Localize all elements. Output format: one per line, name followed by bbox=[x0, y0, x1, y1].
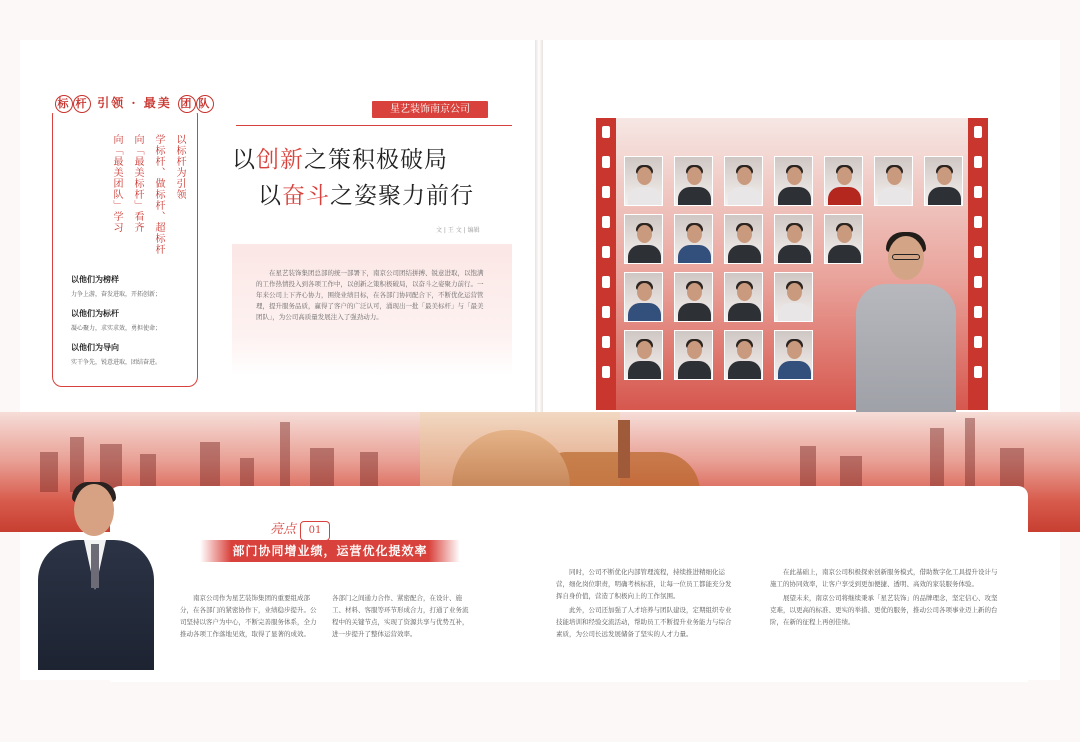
slogan-columns bbox=[109, 134, 187, 264]
tag-char-ring: 标 bbox=[55, 95, 73, 113]
team-portrait bbox=[674, 156, 713, 206]
team-portrait bbox=[724, 330, 763, 380]
building-shape bbox=[280, 422, 290, 492]
film-hole bbox=[974, 216, 982, 228]
film-hole bbox=[602, 246, 610, 258]
slogan: 学标杆、做标杆、超标杆 bbox=[153, 134, 164, 255]
section-title: 部门协同增业绩，运营优化提效率 bbox=[200, 540, 460, 562]
tag-char-ring: 杆 bbox=[73, 95, 91, 113]
film-hole bbox=[974, 306, 982, 318]
team-portrait bbox=[624, 272, 663, 322]
company-badge: 星艺装饰南京公司 bbox=[372, 101, 488, 118]
point-body: 实干争先，锐意进取，团结奋进。 bbox=[71, 359, 162, 366]
film-hole bbox=[974, 126, 982, 138]
team-portrait bbox=[774, 272, 813, 322]
team-portrait bbox=[724, 156, 763, 206]
team-portrait bbox=[674, 330, 713, 380]
article-paragraph: 展望未来，南京公司将继续秉承「星艺装饰」的品牌理念，坚定信心、攻坚克难，以更高的标准、更实的举措、更优的服务，推动公司各项事业迈上新的台阶，在新的征程上再创佳绩。 bbox=[770, 594, 998, 626]
benchmark-sidebar bbox=[52, 96, 212, 387]
building-shape bbox=[930, 428, 944, 492]
point-title: 以他们为导向 bbox=[71, 343, 119, 352]
manager-portrait bbox=[34, 484, 158, 670]
article-paragraph: 同时，公司不断优化内部管理流程，持续推进精细化运营，细化岗位职责，明确考核标准，让每一位员工都能充分发挥自身价值，营造了积极向上的工作氛围。 bbox=[556, 568, 732, 600]
article-column-3 bbox=[556, 566, 732, 642]
badge-divider bbox=[236, 125, 512, 126]
headline-text: 之姿聚力前行 bbox=[330, 183, 474, 209]
headline-text: 之策积极破局 bbox=[304, 147, 448, 173]
article-column-4 bbox=[770, 566, 1000, 630]
highlight-word: 亮点 bbox=[270, 522, 297, 537]
team-portrait bbox=[624, 330, 663, 380]
slogan: 向「最美标杆」看齐 bbox=[132, 134, 143, 233]
building-shape bbox=[965, 418, 975, 492]
team-portrait bbox=[674, 214, 713, 264]
intro-paragraph: 在星艺装饰集团总部的统一部署下，南京公司团结拼搏、锐意进取，以饱满的工作热情投入到各项工作中，以创新之策积极破局，以奋斗之姿聚力前行。一年来公司上下齐心协力，围绕业绩目标，在各部门协同配合下，不断优化运营管理，提升服务品质，赢得了客户的广泛认可，涌现出一批「最美标杆」与「最美团队」，为公司高质量发展注入了强劲动力。 bbox=[256, 269, 484, 321]
team-portrait bbox=[924, 156, 963, 206]
point-title: 以他们为标杆 bbox=[71, 309, 119, 318]
tag-char-ring: 队 bbox=[196, 95, 214, 113]
team-portrait bbox=[624, 156, 663, 206]
film-edge-right bbox=[968, 118, 988, 410]
film-hole bbox=[602, 156, 610, 168]
highlight-number: 01 bbox=[300, 521, 330, 541]
leader-portrait bbox=[852, 236, 958, 412]
film-hole bbox=[974, 366, 982, 378]
film-hole bbox=[602, 276, 610, 288]
highlight-label bbox=[270, 518, 330, 541]
film-hole bbox=[974, 156, 982, 168]
point-body: 力争上游，奋发进取，开拓创新； bbox=[71, 291, 162, 298]
headline-line-2 bbox=[258, 177, 474, 210]
sidebar-points bbox=[71, 264, 191, 366]
slogan: 以标杆为引领 bbox=[174, 134, 185, 200]
article-paragraph: 此外，公司还加强了人才培养与团队建设，定期组织专业技能培训和经验交流活动，帮助员工不断提升业务能力与综合素质，为公司长远发展储备了坚实的人才力量。 bbox=[556, 606, 732, 638]
headline-text: 以 bbox=[258, 183, 282, 209]
article-column-2 bbox=[332, 592, 472, 642]
headline-text: 以 bbox=[232, 147, 256, 173]
film-hole bbox=[602, 366, 610, 378]
film-hole bbox=[602, 126, 610, 138]
headline-line-1 bbox=[232, 141, 448, 174]
sidebar-tag bbox=[51, 94, 218, 113]
team-portrait bbox=[724, 214, 763, 264]
author-credit: 文 | 王 文 | 编辑 bbox=[436, 227, 480, 234]
film-hole bbox=[602, 186, 610, 198]
film-hole bbox=[602, 336, 610, 348]
film-edge-left bbox=[596, 118, 616, 410]
film-hole bbox=[974, 336, 982, 348]
tag-middle-text: 引领 · 最美 bbox=[97, 96, 172, 110]
article-paragraph: 南京公司作为星艺装饰集团的重要组成部分，在各部门的紧密协作下，业绩稳步提升。公司坚持以客户为中心，不断完善服务体系，全力推动各项工作落地见效，取得了显著的成效。 bbox=[180, 594, 317, 638]
film-hole bbox=[602, 216, 610, 228]
team-portrait bbox=[774, 330, 813, 380]
team-portrait bbox=[774, 214, 813, 264]
film-hole bbox=[602, 306, 610, 318]
headline-accent: 创新 bbox=[256, 147, 304, 173]
team-portrait bbox=[824, 156, 863, 206]
team-portrait bbox=[874, 156, 913, 206]
headline-accent: 奋斗 bbox=[282, 183, 330, 209]
intro-box bbox=[232, 244, 512, 376]
building-shape bbox=[200, 442, 220, 492]
team-portrait bbox=[624, 214, 663, 264]
pagoda-shape bbox=[618, 420, 630, 478]
film-hole bbox=[974, 276, 982, 288]
article-column-1 bbox=[180, 592, 320, 642]
tag-char-ring: 团 bbox=[178, 95, 196, 113]
team-portrait bbox=[724, 272, 763, 322]
film-hole bbox=[974, 246, 982, 258]
point-title: 以他们为榜样 bbox=[71, 275, 119, 284]
team-portrait bbox=[774, 156, 813, 206]
slogan: 向「最美团队」学习 bbox=[111, 134, 122, 233]
article-paragraph: 在此基础上，南京公司积极探索创新服务模式，借助数字化工具提升设计与施工的协同效率，让客户享受到更加便捷、透明、高效的家装服务体验。 bbox=[770, 568, 998, 588]
point-body: 凝心聚力，求实求效，勇担使命； bbox=[71, 325, 162, 332]
film-hole bbox=[974, 186, 982, 198]
team-portrait bbox=[674, 272, 713, 322]
article-paragraph: 各部门之间通力合作、紧密配合，在设计、施工、材料、客服等环节形成合力，打通了业务流程中的关键节点，实现了资源共享与优势互补，进一步提升了整体运营效率。 bbox=[332, 594, 469, 638]
